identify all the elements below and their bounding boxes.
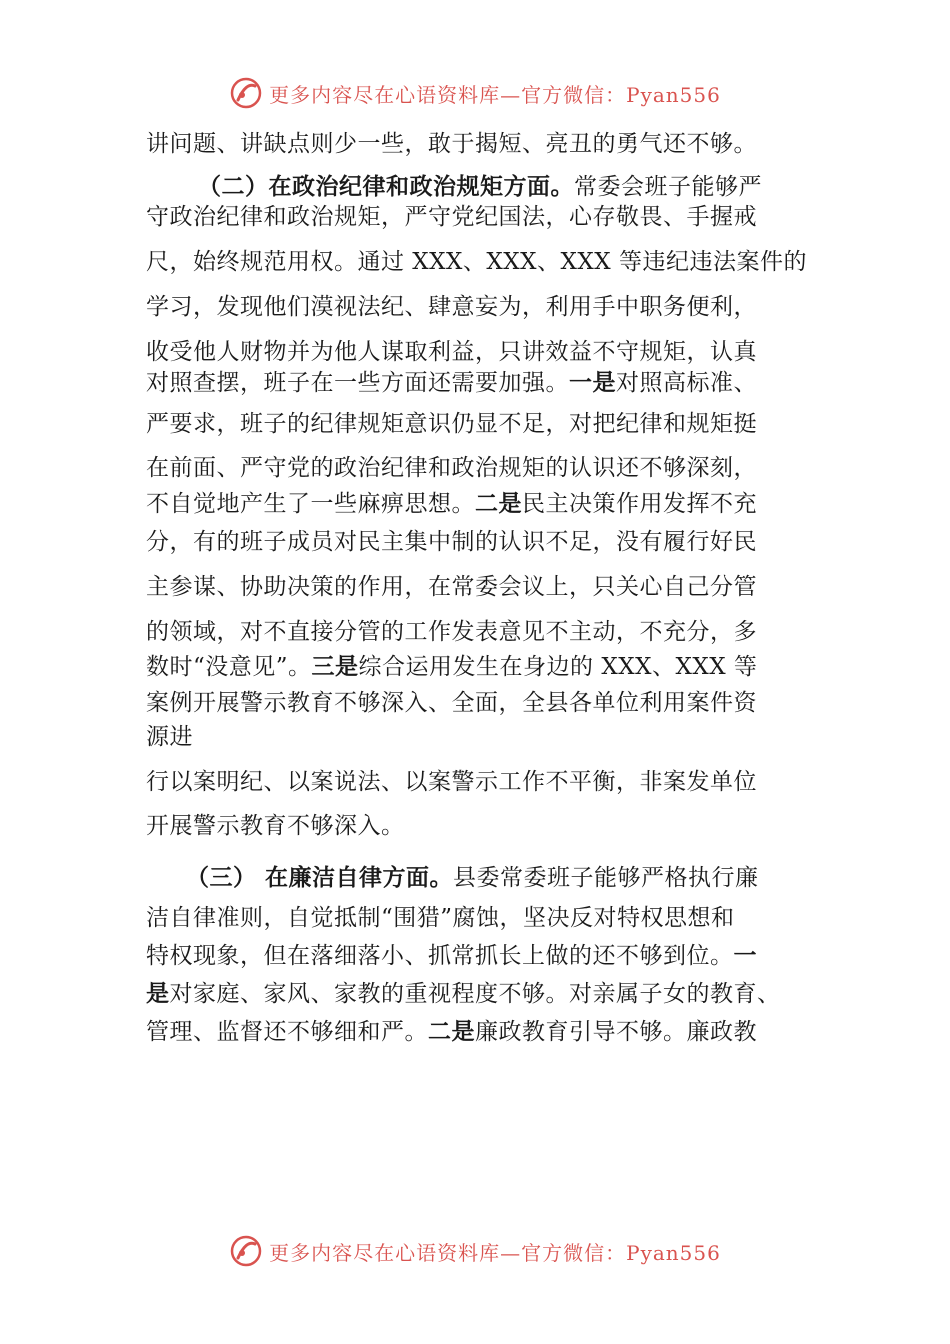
text-line: 案例开展警示教育不够深入、全面，全县各单位利用案件资 xyxy=(146,690,757,716)
footer-banner xyxy=(0,1234,950,1268)
text-line: 在前面、严守党的政治纪律和政治规矩的认识还不够深刻， xyxy=(146,455,757,481)
section-heading: （三） 在廉洁自律方面。 xyxy=(186,865,454,891)
text-line: 学习，发现他们漠视法纪、肆意妄为，利用手中职务便利， xyxy=(146,294,757,320)
text-line: 是对家庭、家风、家教的重视程度不够。对亲属子女的教育、 xyxy=(146,981,781,1007)
header-banner-text: 更多内容尽在心语资料库—官方微信：Pyan556 xyxy=(269,82,721,107)
text-line: 不自觉地产生了一些麻痹思想。二是民主决策作用发挥不充 xyxy=(146,491,757,517)
text-line: 行以案明纪、以案说法、以案警示工作不平衡，非案发单位 xyxy=(146,769,757,795)
text-line: 严要求，班子的纪律规矩意识仍显不足，对把纪律和规矩挺 xyxy=(146,411,757,437)
text-line: 对照查摆，班子在一些方面还需要加强。一是对照高标准、 xyxy=(146,370,757,396)
footer-banner-text: 更多内容尽在心语资料库—官方微信：Pyan556 xyxy=(269,1240,721,1265)
text-line: （三） 在廉洁自律方面。县委常委班子能够严格执行廉 xyxy=(186,865,759,891)
text-line: 特权现象，但在落细落小、抓常抓长上做的还不够到位。一 xyxy=(146,943,757,969)
text-line: 洁自律准则，自觉抵制“围猎”腐蚀，坚决反对特权思想和 xyxy=(146,905,735,931)
section-heading: （二）在政治纪律和政治规矩方面。 xyxy=(198,174,574,200)
text-line: 收受他人财物并为他人谋取利益，只讲效益不守规矩，认真 xyxy=(146,339,757,365)
text-line: 管理、监督还不够细和严。二是廉政教育引导不够。廉政教 xyxy=(146,1019,757,1045)
text-line: （二）在政治纪律和政治规矩方面。常委会班子能够严 xyxy=(198,174,762,200)
text-line: 源进 xyxy=(146,724,193,750)
text-line: 的领域，对不直接分管的工作发表意见不主动，不充分，多 xyxy=(146,619,757,645)
logo-icon xyxy=(229,1234,263,1268)
text-line: 主参谋、协助决策的作用，在常委会议上，只关心自己分管 xyxy=(146,574,757,600)
text-line: 数时“没意见”。三是综合运用发生在身边的 XXX、XXX 等 xyxy=(146,654,758,680)
text-line: 讲问题、讲缺点则少一些，敢于揭短、亮丑的勇气还不够。 xyxy=(146,131,757,157)
text-line: 守政治纪律和政治规矩，严守党纪国法，心存敬畏、手握戒 xyxy=(146,204,757,230)
text-line: 开展警示教育不够深入。 xyxy=(146,813,405,839)
text-line: 尺，始终规范用权。通过 XXX、XXX、XXX 等违纪违法案件的 xyxy=(146,249,807,275)
text-line: 分，有的班子成员对民主集中制的认识不足，没有履行好民 xyxy=(146,529,757,555)
header-banner xyxy=(0,76,950,110)
logo-icon xyxy=(229,76,263,110)
